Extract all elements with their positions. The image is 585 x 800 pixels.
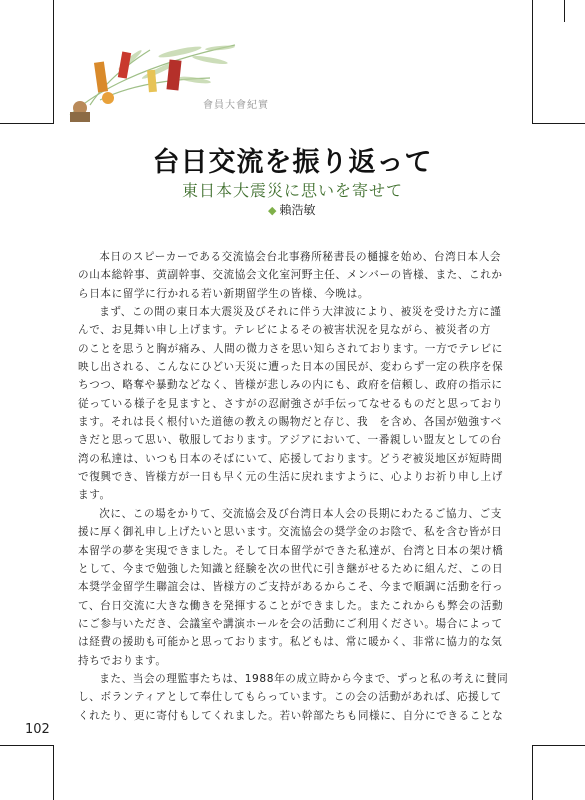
crop-mark-bottom-right-vertical bbox=[532, 745, 533, 800]
body-paragraph: 本日のスピーカーである交流協会台北事務所秘書長の樋據を始め、台湾日本人会の山本総幹事、黄副幹事、交流協会文化室河野主任、メンバーの皆様、また、これから日本に留学に行かれる若い新期留学生の皆様、今晩は。 bbox=[78, 251, 503, 300]
body-paragraph: また、当会の理監事たちは、1988年の成立時から今まで、ずっと私の考えに賛同し、ボランティアとして奉仕してもらっています。この会の活動があれば、応援してくれたり、更に寄付もしてくれました。若い幹部たちも同様に、自分にできることな bbox=[78, 672, 509, 722]
crop-mark-top-left-vertical bbox=[53, 0, 54, 124]
crop-mark-top-right-edge bbox=[564, 0, 565, 22]
article-title: 台日交流を振り返って bbox=[152, 147, 433, 178]
crop-mark-bottom-right-horizontal bbox=[532, 745, 585, 746]
tanabata-ornaments bbox=[70, 92, 114, 122]
diamond-bullet-icon: ◆ bbox=[268, 204, 277, 217]
crop-mark-top-right-vertical bbox=[532, 0, 533, 124]
page-number: 102 bbox=[25, 722, 50, 737]
author-name: 賴浩敏 bbox=[279, 203, 316, 217]
crop-mark-bottom-left-vertical bbox=[53, 745, 54, 800]
body-paragraph: まず、この間の東日本大震災及びそれに伴う大津波により、被災を受けた方に謹んで、お見舞い申し上げます。テレビによるその被害状況を見ながら、被災者の方 のことを思うと胸が痛み、人間の微力さを思い知らされております。一方でテレビに映し出される、こんなにひどい天災に遭った日本の国民が、変わらず一定の秩序を保ちつつ、略奪や暴動などなく、皆様が悲しみの内にも、政府を信頼し、政府の指示に従っている様子を見ますと、さすがの忍耐強さが手伝ってなせるものだと思っております。それは長く根付いた道徳の教えの賜物だと存じ、我 を含め、各国が勉強すべきだと思って思い、敬服しております。アジアにおいて、一番親しい盟友としての台湾の私達は、いつも日本のそばにいて、応援しております。どうぞ被災地区が短時間で復興でき、皆様方が一日も早く元の生活に戻れますように、心よりお祈り申し上げます。 bbox=[78, 306, 504, 502]
section-label: 會員大會紀實 bbox=[203, 100, 269, 111]
body-paragraph: 次に、この場をかりて、交流協会及び台湾日本人会の長期にわたるご協力、ご支援に厚く御礼申し上げたいと思います。交流協会の奨学金のお陰で、私を含む皆が日本留学の夢を実現できました。そして日本留学ができた私達が、台湾と日本の架け橋として、今まで勉強した知識と経験を次の世代に引き継がせるために組んだ、この日本奨学金留学生聯誼会は、皆様方のご支持があるからこそ、今まで順調に活動を行って、台日交流に大きな働きを発揮することができました。またこれからも弊会の活動にご参与いただき、会議室や講演ホールを会の活動にご利用ください。場合によっては経費の援助も可能かと思っております。私どもは、常に暖かく、非常に協力的な気持ちでおります。 bbox=[78, 507, 504, 667]
article-body bbox=[78, 248, 512, 725]
crop-mark-top-right-horizontal bbox=[532, 123, 585, 124]
article-subtitle: 東日本大震災に思いを寄せて bbox=[181, 181, 403, 200]
crop-mark-bottom-left-horizontal bbox=[0, 745, 54, 746]
crop-mark-top-left-horizontal bbox=[0, 123, 54, 124]
author-byline bbox=[268, 201, 315, 218]
